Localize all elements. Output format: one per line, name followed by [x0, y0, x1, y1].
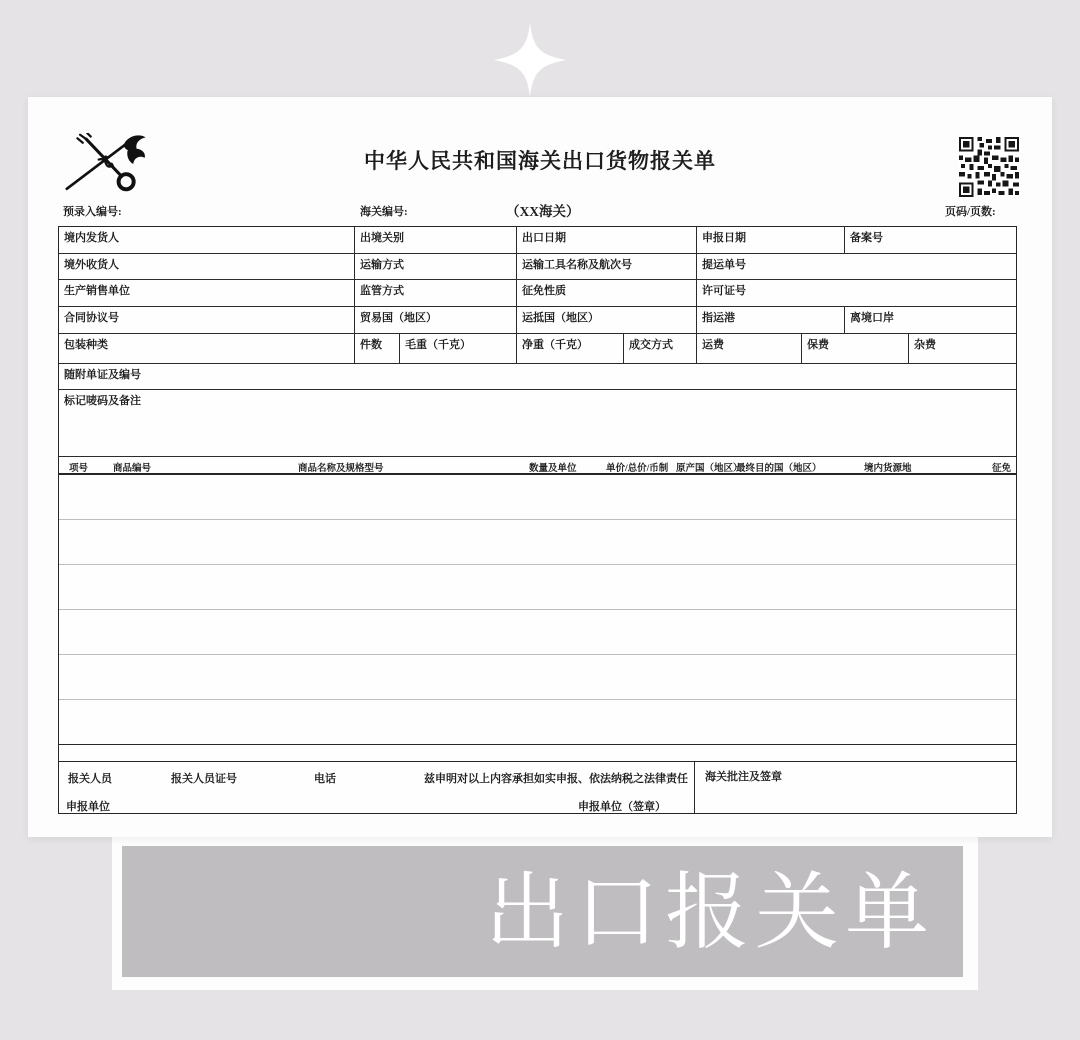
field-piece-count: 件数 [354, 334, 399, 363]
customs-endorsement-box [694, 762, 1016, 813]
field-production-sales-unit: 生产销售单位 [64, 285, 130, 297]
field-trade-country: 贸易国（地区） [354, 307, 516, 333]
col-unit-total-price-currency: 单价/总价/币制 [606, 464, 669, 474]
declarant-label: 报关人员 [68, 773, 112, 785]
page-count-label: 页码/页数: [945, 206, 996, 218]
phone-label: 电话 [314, 773, 336, 785]
goods-empty-row [59, 610, 1016, 655]
field-overseas-consignee: 境外收货人 [64, 259, 119, 271]
goods-empty-row [59, 700, 1016, 744]
form-row-2 [59, 253, 1016, 279]
spacer-row [59, 744, 1016, 761]
col-levy-exemption: 征免 [992, 464, 1012, 474]
field-exit-customs-office: 出境关别 [354, 227, 516, 253]
col-commodity-name-spec: 商品名称及规格型号 [298, 464, 384, 474]
declaration-footer [59, 761, 1016, 813]
col-commodity-code: 商品编号 [113, 464, 152, 474]
declaration-form-sheet [28, 97, 1052, 837]
field-license-number: 许可证号 [696, 280, 1016, 306]
col-quantity-unit: 数量及单位 [529, 464, 577, 474]
goods-table-body [59, 475, 1016, 744]
col-domestic-source: 境内货源地 [864, 464, 912, 474]
qr-code [957, 137, 1021, 197]
customs-number-label: 海关编号: [360, 206, 408, 218]
field-export-date: 出口日期 [516, 227, 696, 253]
field-port-of-destination: 指运港 [696, 307, 844, 333]
field-attached-documents: 随附单证及编号 [64, 369, 141, 381]
field-transaction-mode: 成交方式 [623, 334, 696, 363]
field-incidental-fees: 杂费 [908, 334, 1016, 363]
declarant-certificate-label: 报关人员证号 [171, 773, 237, 785]
field-destination-country: 运抵国（地区） [516, 307, 696, 333]
declaring-unit-seal-label: 申报单位（签章） [578, 801, 666, 813]
field-insurance: 保费 [801, 334, 908, 363]
pre-entry-number-label: 预录入编号: [63, 206, 122, 218]
form-row-6 [59, 363, 1016, 389]
field-marks-and-remarks: 标记唛码及备注 [64, 395, 141, 407]
goods-empty-row [59, 520, 1016, 565]
declaration-statement: 兹申明对以上内容承担如实申报、依法纳税之法律责任 [424, 773, 688, 785]
field-net-weight: 净重（千克） [516, 334, 623, 363]
customs-office-hint: （XX海关） [506, 204, 580, 219]
col-origin-country: 原产国（地区） [676, 464, 743, 474]
customs-endorsement-label: 海关批注及签章 [705, 771, 782, 783]
field-gross-weight: 毛重（千克） [399, 334, 516, 363]
field-port-of-exit: 离境口岸 [844, 307, 1016, 333]
document-title: 中华人民共和国海关出口货物报关单 [364, 149, 716, 173]
form-row-7 [59, 389, 1016, 456]
col-item-no: 项号 [69, 464, 89, 474]
form-row-1 [59, 227, 1016, 253]
goods-empty-row [59, 475, 1016, 520]
form-row-5 [59, 333, 1016, 363]
field-packing-type: 包装种类 [64, 339, 108, 351]
field-transport-name-voyage: 运输工具名称及航次号 [516, 254, 696, 279]
field-levy-exemption-nature: 征免性质 [516, 280, 696, 306]
goods-empty-row [59, 655, 1016, 700]
meta-line [28, 200, 1052, 218]
field-contract-number: 合同协议号 [64, 312, 119, 324]
form-table [58, 226, 1017, 814]
declaring-unit-label: 申报单位 [66, 801, 110, 813]
field-freight: 运费 [696, 334, 801, 363]
form-row-4 [59, 306, 1016, 333]
field-declaration-date: 申报日期 [696, 227, 844, 253]
field-transport-mode: 运输方式 [354, 254, 516, 279]
bottom-title-banner [122, 846, 963, 977]
field-domestic-consignor: 境内发货人 [64, 232, 119, 244]
field-record-number: 备案号 [844, 227, 1016, 253]
banner-title: 出口报关单 [484, 864, 935, 959]
goods-table-header [59, 456, 1016, 475]
col-final-destination-country: 最终目的国（地区） [736, 464, 822, 474]
goods-empty-row [59, 565, 1016, 610]
sparkle-icon [494, 23, 566, 97]
declaration-left-box [59, 762, 694, 813]
field-bill-of-lading-number: 提运单号 [696, 254, 1016, 279]
field-supervision-mode: 监管方式 [354, 280, 516, 306]
form-row-3 [59, 279, 1016, 306]
